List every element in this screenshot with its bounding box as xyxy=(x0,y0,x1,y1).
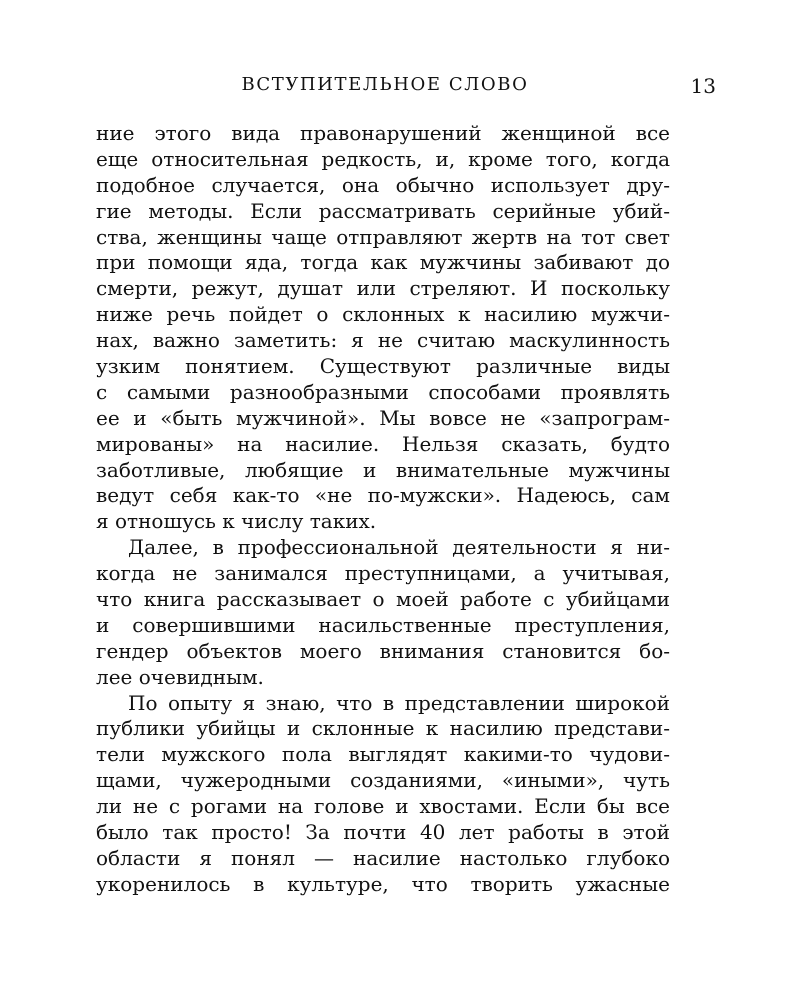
text-line: ства, женщины чаще отправляют жертв на тот свет xyxy=(96,224,670,249)
text-line: ние этого вида правонарушений женщиной все xyxy=(96,121,670,145)
text-line: публики убийцы и склонные к насилию представи- xyxy=(96,716,670,741)
text-line: при помощи яда, тогда как мужчины забивают до xyxy=(96,250,670,275)
text-line: с самыми разнообразными способами проявлять xyxy=(96,379,670,404)
text-line: гие методы. Если рассматривать серийные убий- xyxy=(96,198,670,223)
text-line: заботливые, любящие и внимательные мужчины xyxy=(96,457,670,482)
text-line: По опыту я знаю, что в представлении широкой xyxy=(128,690,670,715)
text-line: ниже речь пойдет о склонных к насилию мужчи- xyxy=(96,302,670,327)
paragraph-2 xyxy=(96,535,670,690)
text-line: нах, важно заметить: я не считаю маскулинность xyxy=(96,328,670,353)
text-line: подобное случается, она обычно использует дру- xyxy=(96,172,670,197)
body-text xyxy=(96,121,670,898)
text-line: ее и «быть мужчиной». Мы вовсе не «запрограм- xyxy=(96,405,670,430)
chapter-title: ВСТУПИТЕЛЬНОЕ СЛОВО xyxy=(241,74,529,95)
text-line: лее очевидным. xyxy=(96,664,264,689)
text-line: щами, чужеродными созданиями, «иными», чуть xyxy=(96,768,670,793)
text-line: я отношусь к числу таких. xyxy=(96,509,377,534)
text-line: ведут себя как-то «не по-мужски». Надеюсь, сам xyxy=(96,483,670,508)
text-line: и совершившими насильственные преступления, xyxy=(96,612,670,637)
text-line: когда не занимался преступницами, а учитывая, xyxy=(96,561,670,586)
paragraph-3 xyxy=(96,691,670,898)
paragraph-1 xyxy=(96,121,670,535)
text-line: ли не с рогами на голове и хвостами. Если бы все xyxy=(96,794,670,819)
text-line: области я понял — насилие настолько глубоко xyxy=(96,845,670,870)
text-line: мированы» на насилие. Нельзя сказать, будто xyxy=(96,431,670,456)
text-line: укоренилось в культуре, что творить ужасные xyxy=(96,871,670,896)
text-line: Далее, в профессиональной деятельности я ни- xyxy=(128,535,670,560)
text-line: было так просто! За почти 40 лет работы в этой xyxy=(96,820,670,845)
text-line: тели мужского пола выглядят какими-то чудови- xyxy=(96,742,670,767)
page-number: 13 xyxy=(690,74,716,98)
text-line: узким понятием. Существуют различные виды xyxy=(96,354,670,379)
text-line: гендер объектов моего внимания становится бо- xyxy=(96,638,670,663)
text-line: еще относительная редкость, и, кроме того, когда xyxy=(96,146,670,171)
text-line: смерти, режут, душат или стреляют. И поскольку xyxy=(96,276,670,301)
text-line: что книга рассказывает о моей работе с убийцами xyxy=(96,587,670,612)
